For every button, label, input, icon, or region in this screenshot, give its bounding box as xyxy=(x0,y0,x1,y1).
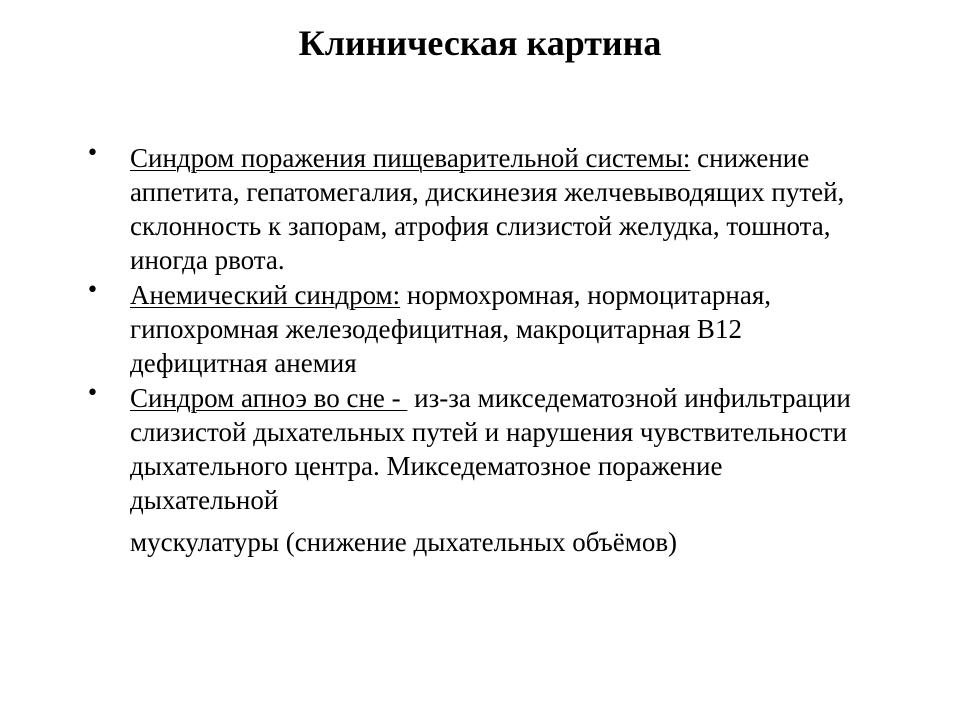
bullet-text-digestive: снижение аппетита, гепатомегалия, дискинезия желчевыводящих путей, склонность к запорам, атрофия слизистой желудка, тошнота, иногда рвота. xyxy=(130,143,845,275)
bullet-text-anemia: нормохромная, нормоцитарная, гипохромная железодефицитная, макроцитарная В12 дефицитная анемия xyxy=(130,280,772,378)
bullet-text-apnea: из-за микседематозной инфильтрации слизистой дыхательных путей и нарушения чувствительности дыхательного центра. Микседематозное поражение дыхательной xyxy=(130,383,851,515)
bullet-heading-apnea: Синдром апноэ во сне - xyxy=(130,383,408,413)
bullet-list xyxy=(86,141,870,560)
bullet-icon: • xyxy=(86,278,99,303)
bullet-heading-digestive: Синдром поражения пищеварительной системы: xyxy=(130,143,691,173)
bullet-icon: • xyxy=(86,141,99,166)
bullet-heading-anemia: Анемический синдром: xyxy=(130,280,401,310)
bullet-item-anemia xyxy=(86,278,870,380)
bullet-item-digestive xyxy=(86,141,870,277)
bullet-item-apnea xyxy=(86,381,870,559)
slide-title: Клиническая картина xyxy=(298,23,662,63)
bullet-text-apnea-last: мускулатуры (снижение дыхательных объёмов) xyxy=(130,527,678,557)
bullet-icon: • xyxy=(86,381,99,406)
